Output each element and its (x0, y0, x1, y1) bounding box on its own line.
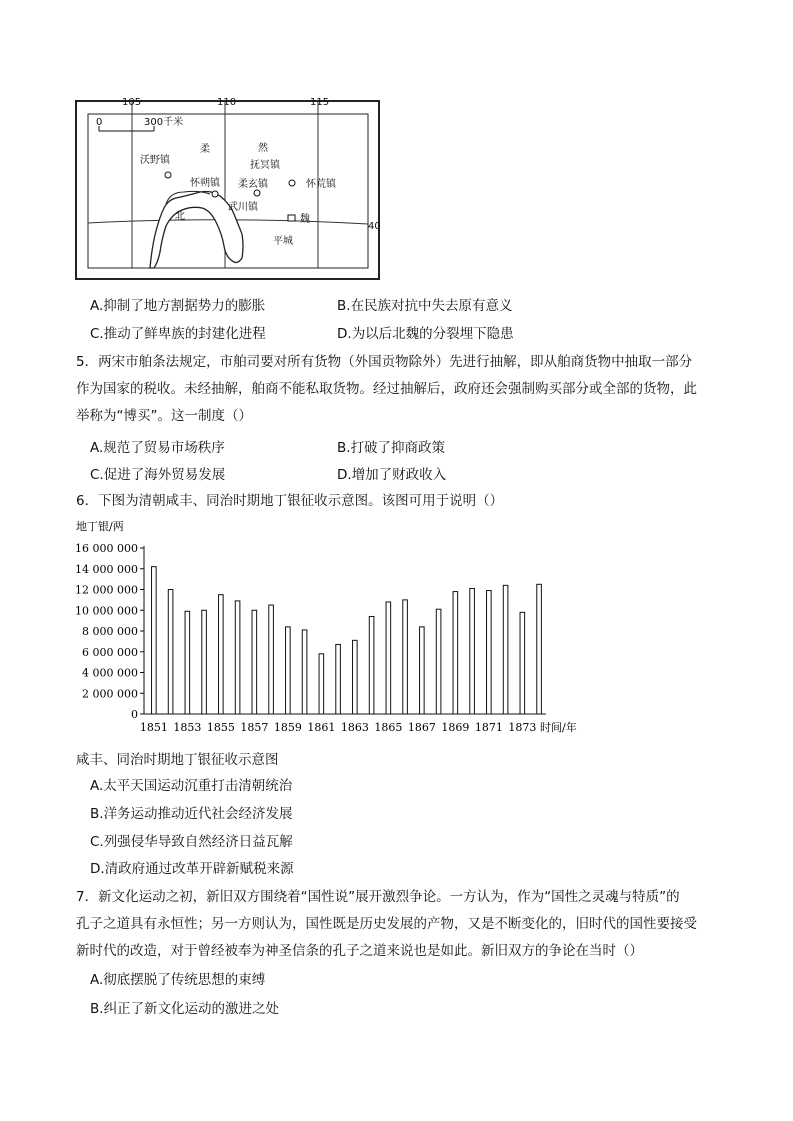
q5-option-c: C.促进了海外贸易发展 (90, 467, 226, 483)
x-tick-label: 1873 (508, 721, 537, 734)
bar-1851 (152, 567, 157, 714)
bar-1860 (302, 630, 307, 714)
q4-option-c: C.推动了鲜卑族的封建化进程 (90, 326, 266, 342)
bar-1869 (453, 592, 458, 714)
bar-1862 (336, 644, 341, 714)
q7-option-a: A.彻底摆脱了传统思想的束缚 (90, 972, 266, 988)
region-rou: 柔 (200, 144, 210, 155)
bar-1863 (353, 640, 358, 714)
q7-line-3: 新时代的改造，对于曾经被奉为神圣信条的孔子之道来说也是如此。新旧双方的争论在当时（） (76, 943, 643, 959)
y-tick-label: 14 000 000 (75, 562, 138, 576)
q7-option-b: B.纠正了新文化运动的激进之处 (90, 1001, 280, 1017)
q4-option-d: D.为以后北魏的分裂埋下隐患 (337, 326, 514, 342)
place-marker (212, 191, 218, 197)
bar-1861 (319, 654, 324, 714)
bar-1873 (520, 612, 525, 714)
place-woye: 沃野镇 (140, 155, 170, 166)
bar-1870 (470, 588, 475, 714)
y-tick-label: 12 000 000 (75, 583, 138, 597)
x-axis-label: 时间/年 (540, 721, 577, 734)
x-tick-label: 1855 (206, 721, 235, 734)
bar-1857 (252, 610, 257, 714)
x-tick-label: 1853 (173, 721, 202, 734)
q6-option-a: A.太平天国运动沉重打击清朝统治 (90, 778, 293, 794)
bar-1865 (386, 602, 391, 714)
q5-line-1: 5．两宋市舶条法规定，市舶司要对所有货物（外国贡物除外）先进行抽解，即从舶商货物中抽取一部分 (76, 354, 693, 370)
bar-1855 (219, 595, 224, 714)
x-tick-label: 1851 (139, 721, 168, 734)
lat-label: 40 (368, 221, 381, 232)
region-bei: 北 (175, 211, 185, 222)
place-marker (254, 190, 260, 196)
x-tick-label: 1865 (374, 721, 403, 734)
q5-line-3: 举称为“博买”。这一制度（） (76, 408, 252, 424)
bar-1864 (369, 616, 374, 714)
place-marker (289, 180, 295, 186)
bar-1871 (487, 591, 492, 714)
place-wuchuan: 武川镇 (228, 202, 258, 213)
bar-1856 (235, 601, 240, 714)
q4-option-a: A.抑制了地方割据势力的膨胀 (90, 298, 266, 314)
y-tick-label: 0 (131, 708, 138, 721)
y-tick-label: 10 000 000 (75, 604, 138, 618)
x-tick-label: 1867 (407, 721, 436, 734)
bar-chart (72, 518, 592, 740)
x-tick-label: 1863 (340, 721, 369, 734)
q5-option-b: B.打破了抑商政策 (337, 440, 446, 456)
bar-1872 (503, 585, 508, 714)
bar-1853 (185, 611, 190, 714)
chart-caption: 咸丰、同治时期地丁银征收示意图 (76, 752, 279, 768)
y-tick-label: 6 000 000 (82, 645, 138, 659)
y-tick-label: 8 000 000 (82, 625, 138, 638)
y-tick-label: 4 000 000 (82, 666, 138, 680)
q7-line-1: 7．新文化运动之初，新旧双方围绕着“国性说”展开激烈争论。一方认为，作为“国性之灵魂与特质”的 (76, 889, 680, 905)
bar-1858 (269, 605, 274, 714)
region-ran: 然 (258, 143, 268, 154)
q5-option-a: A.规范了贸易市场秩序 (90, 440, 225, 456)
x-tick-label: 1869 (441, 721, 470, 734)
bar-1852 (168, 590, 173, 715)
place-rouxuan: 柔玄镇 (238, 179, 268, 190)
scale-label: 300千米 (144, 117, 184, 128)
lon-label: 105 (122, 97, 142, 108)
bar-1874 (537, 584, 542, 714)
place-pingcheng: 平城 (273, 236, 293, 247)
x-tick-label: 1857 (240, 721, 269, 734)
bar-1859 (286, 627, 291, 714)
place-marker (165, 172, 171, 178)
x-tick-label: 1871 (474, 721, 503, 734)
y-tick-label: 16 000 000 (75, 542, 138, 555)
y-tick-label: 2 000 000 (82, 687, 138, 701)
bar-1866 (403, 600, 408, 714)
place-fuming: 抚冥镇 (250, 160, 280, 171)
map-figure (74, 96, 384, 284)
q5-option-d: D.增加了财政收入 (337, 467, 447, 483)
y-axis-label: 地丁银/两 (76, 520, 124, 533)
capital-marker (288, 215, 295, 221)
scale-zero-label: 0 (96, 117, 103, 128)
place-huaihuang: 怀荒镇 (306, 179, 336, 190)
x-tick-label: 1861 (307, 721, 336, 734)
x-tick-label: 1859 (273, 721, 302, 734)
q6-option-b: B.洋务运动推动近代社会经济发展 (90, 806, 293, 822)
region-wei: 魏 (300, 214, 310, 225)
q6-stem: 6．下图为清朝咸丰、同治时期地丁银征收示意图。该图可用于说明（） (76, 493, 504, 509)
q6-option-c: C.列强侵华导致自然经济日益瓦解 (90, 834, 293, 850)
place-huaishuo: 怀朔镇 (190, 178, 220, 189)
q6-option-d: D.清政府通过改革开辟新赋税来源 (90, 861, 294, 877)
bar-1854 (202, 610, 207, 714)
lon-label: 115 (310, 97, 330, 108)
q7-line-2: 孔子之道具有永恒性；另一方则认为，国性既是历史发展的产物，又是不断变化的，旧时代的国性要接受 (76, 916, 697, 932)
q5-line-2: 作为国家的税收。未经抽解，舶商不能私取货物。经过抽解后，政府还会强制购买部分或全部的货物，此 (76, 381, 697, 397)
bar-1868 (436, 609, 441, 714)
lon-label: 110 (217, 97, 237, 108)
bar-1867 (420, 627, 425, 714)
q4-option-b: B.在民族对抗中失去原有意义 (337, 298, 513, 314)
